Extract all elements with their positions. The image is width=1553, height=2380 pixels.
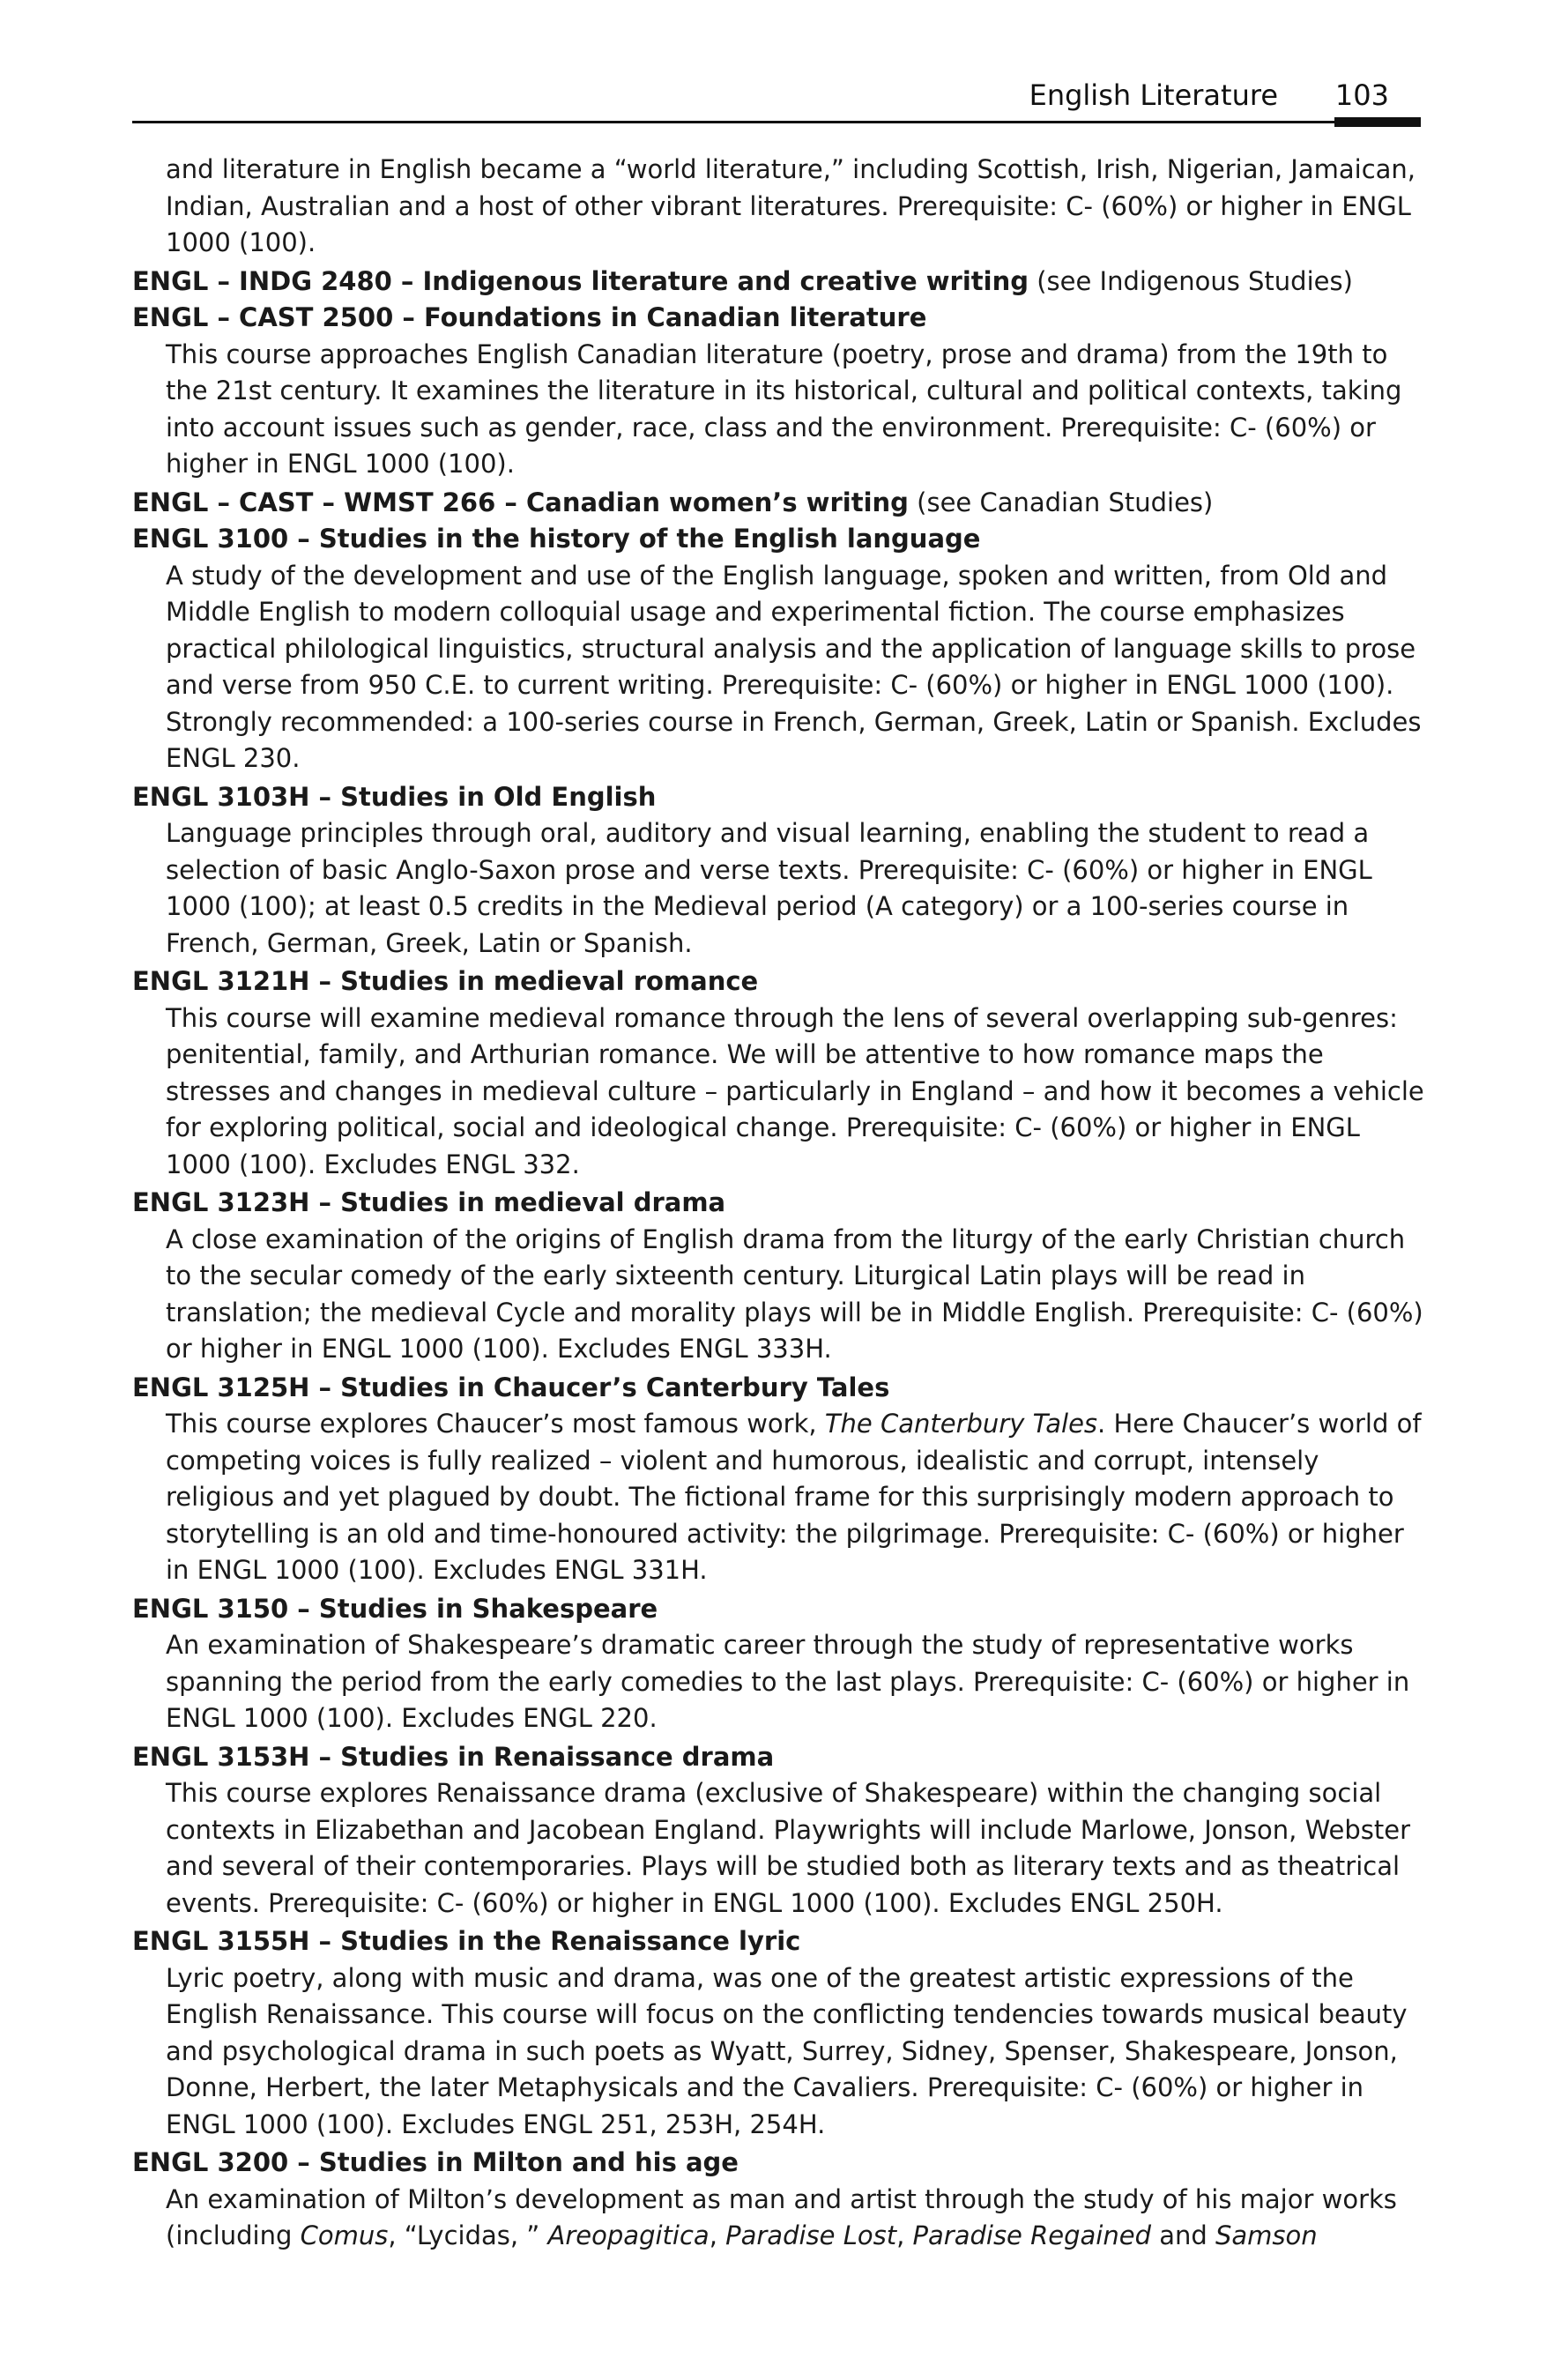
course-entry xyxy=(132,1370,1428,1589)
course-entry xyxy=(132,1923,1428,2143)
course-entry xyxy=(132,485,1428,522)
description-text: , “Lycidas, ” xyxy=(388,2220,548,2250)
work-title: Samson xyxy=(1215,2220,1318,2250)
header-rule xyxy=(132,121,1421,123)
course-title-text: ENGL 3200 – Studies in Milton and his age xyxy=(132,2147,739,2177)
work-title: Paradise Regained xyxy=(912,2220,1151,2250)
course-description: This course explores Renaissance drama (exclusive of Shakespeare) within the changing social contexts in Elizabethan and Jacobean England. Playwrights will include Marlowe, Jonson, Webster and several of their contemporaries. Plays will be studied both as literary texts and as theatrical events. Prerequisite: C- (60%) or higher in ENGL 1000 (100). Excludes ENGL 250H. xyxy=(166,1778,1411,1918)
course-description xyxy=(132,2182,1428,2255)
course-cross-reference: (see Indigenous Studies) xyxy=(1029,265,1353,296)
course-title-text: ENGL – CAST – WMST 266 – Canadian women’s writing xyxy=(132,487,909,517)
course-description: A close examination of the origins of English drama from the liturgy of the early Christian church to the secular comedy of the early sixteenth century. Liturgical Latin plays will be read in translation; the medieval Cycle and morality plays will be in Middle English. Prerequisite: C- (60%) or higher in ENGL 1000 (100). Excludes ENGL 333H. xyxy=(166,1223,1423,1364)
continued-description: and literature in English became a “world literature,” including Scottish, Irish, Nigerian, Jamaican, Indian, Australian and a host of other vibrant literatures. Prerequisite: C- (60%) or higher in ENGL 1000 (100). xyxy=(166,154,1416,257)
course-title-text: ENGL 3150 – Studies in Shakespeare xyxy=(132,1593,658,1624)
course-title-text: ENGL – CAST 2500 – Foundations in Canadian literature xyxy=(132,302,927,332)
course-title-text: ENGL 3100 – Studies in the history of the English language xyxy=(132,524,981,554)
description-text: and xyxy=(1150,2220,1215,2250)
course-title xyxy=(132,779,1428,816)
section-title: English Literature xyxy=(1029,78,1278,112)
course-entry xyxy=(132,779,1428,963)
course-entry xyxy=(132,963,1428,1183)
course-title-text: ENGL 3121H – Studies in medieval romance xyxy=(132,966,759,996)
course-title-text: ENGL 3155H – Studies in the Renaissance lyric xyxy=(132,1926,801,1956)
course-title xyxy=(132,264,1428,301)
course-description: Lyric poetry, along with music and drama, was one of the greatest artistic expressions of the English Renaissance. This course will focus on the conflicting tendencies towards musical beauty and psychological drama in such poets as Wyatt, Surrey, Sidney, Spenser, Shakespeare, Jonson, Donne, Herbert, the later Metaphysicals and the Cavaliers. Prerequisite: C- (60%) or higher in ENGL 1000 (100). Excludes ENGL 251, 253H, 254H. xyxy=(166,1962,1408,2139)
course-description: Language principles through oral, auditory and visual learning, enabling the student to read a selection of basic Anglo-Saxon prose and verse texts. Prerequisite: C- (60%) or higher in ENGL 1000 (100); at least 0.5 credits in the Medieval period (A category) or a 100-series course in French, German, Greek, Latin or Spanish. xyxy=(166,818,1372,958)
course-description: An examination of Shakespeare’s dramatic career through the study of representative works spanning the period from the early comedies to the last plays. Prerequisite: C- (60%) or higher in ENGL 1000 (100). Excludes ENGL 220. xyxy=(166,1630,1410,1733)
course-title xyxy=(132,1591,1428,1628)
running-header xyxy=(132,78,1421,123)
work-title: Comus xyxy=(300,2220,389,2250)
header-bar xyxy=(1334,117,1421,127)
work-title: The Canterbury Tales xyxy=(824,1409,1098,1439)
course-title xyxy=(132,1370,1428,1407)
course-title xyxy=(132,485,1428,522)
course-list xyxy=(132,152,1428,2257)
course-title xyxy=(132,521,1428,558)
page-number: 103 xyxy=(1334,78,1389,112)
course-entry xyxy=(132,521,1428,777)
description-text: , xyxy=(896,2220,913,2250)
description-text: . Here Chaucer’s world of competing voices is fully realized – violent and humorous, idealistic and corrupt, intensely religious and yet plagued by doubt. The fictional frame for this surprisingly modern approach to storytelling is an old and time-honoured activity: the pilgrimage. Prerequisite: C- (60%) or higher in ENGL 1000 (100). Excludes ENGL 331H. xyxy=(166,1409,1422,1585)
course-entry xyxy=(132,264,1428,301)
course-entry xyxy=(132,2145,1428,2255)
course-title-text: ENGL – INDG 2480 – Indigenous literature and creative writing xyxy=(132,265,1029,296)
course-title-text: ENGL 3153H – Studies in Renaissance drama xyxy=(132,1741,775,1772)
course-description: This course approaches English Canadian literature (poetry, prose and drama) from the 19th to the 21st century. It examines the literature in its historical, cultural and political contexts, taking into account issues such as gender, race, class and the environment. Prerequisite: C- (60%) or higher in ENGL 1000 (100). xyxy=(166,338,1402,479)
course-title xyxy=(132,963,1428,1000)
course-title xyxy=(132,1739,1428,1776)
course-entry xyxy=(132,1185,1428,1368)
work-title: Areopagitica xyxy=(547,2220,710,2250)
work-title: Paradise Lost xyxy=(725,2220,897,2250)
course-description: A study of the development and use of the English language, spoken and written, from Old and Middle English to modern colloquial usage and experimental fiction. The course emphasizes practical philological linguistics, structural analysis and the application of language skills to prose and verse from 950 C.E. to current writing. Prerequisite: C- (60%) or higher in ENGL 1000 (100). Strongly recommended: a 100-series course in French, German, Greek, Latin or Spanish. Excludes ENGL 230. xyxy=(166,560,1422,773)
course-cross-reference: (see Canadian Studies) xyxy=(908,487,1214,517)
course-description xyxy=(132,1406,1428,1589)
description-text: An examination of Milton’s development as man and artist through the study of his major works (including xyxy=(166,2183,1397,2250)
course-title-text: ENGL 3103H – Studies in Old English xyxy=(132,781,657,812)
description-text: , xyxy=(709,2220,726,2250)
course-title-text: ENGL 3123H – Studies in medieval drama xyxy=(132,1187,726,1217)
course-title xyxy=(132,1923,1428,1960)
course-title xyxy=(132,300,1428,337)
description-text: This course explores Chaucer’s most famous work, xyxy=(166,1409,825,1439)
course-entry xyxy=(132,300,1428,483)
course-title-text: ENGL 3125H – Studies in Chaucer’s Canterbury Tales xyxy=(132,1372,890,1402)
course-title xyxy=(132,1185,1428,1222)
course-title xyxy=(132,2145,1428,2182)
course-entry xyxy=(132,1739,1428,1923)
course-entry xyxy=(132,1591,1428,1737)
course-description: This course will examine medieval romance through the lens of several overlapping sub-genres: penitential, family, and Arthurian romance. We will be attentive to how romance maps the stresses and changes in medieval culture – particularly in England – and how it becomes a vehicle for exploring political, social and ideological change. Prerequisite: C- (60%) or higher in ENGL 1000 (100). Excludes ENGL 332. xyxy=(166,1002,1424,1179)
